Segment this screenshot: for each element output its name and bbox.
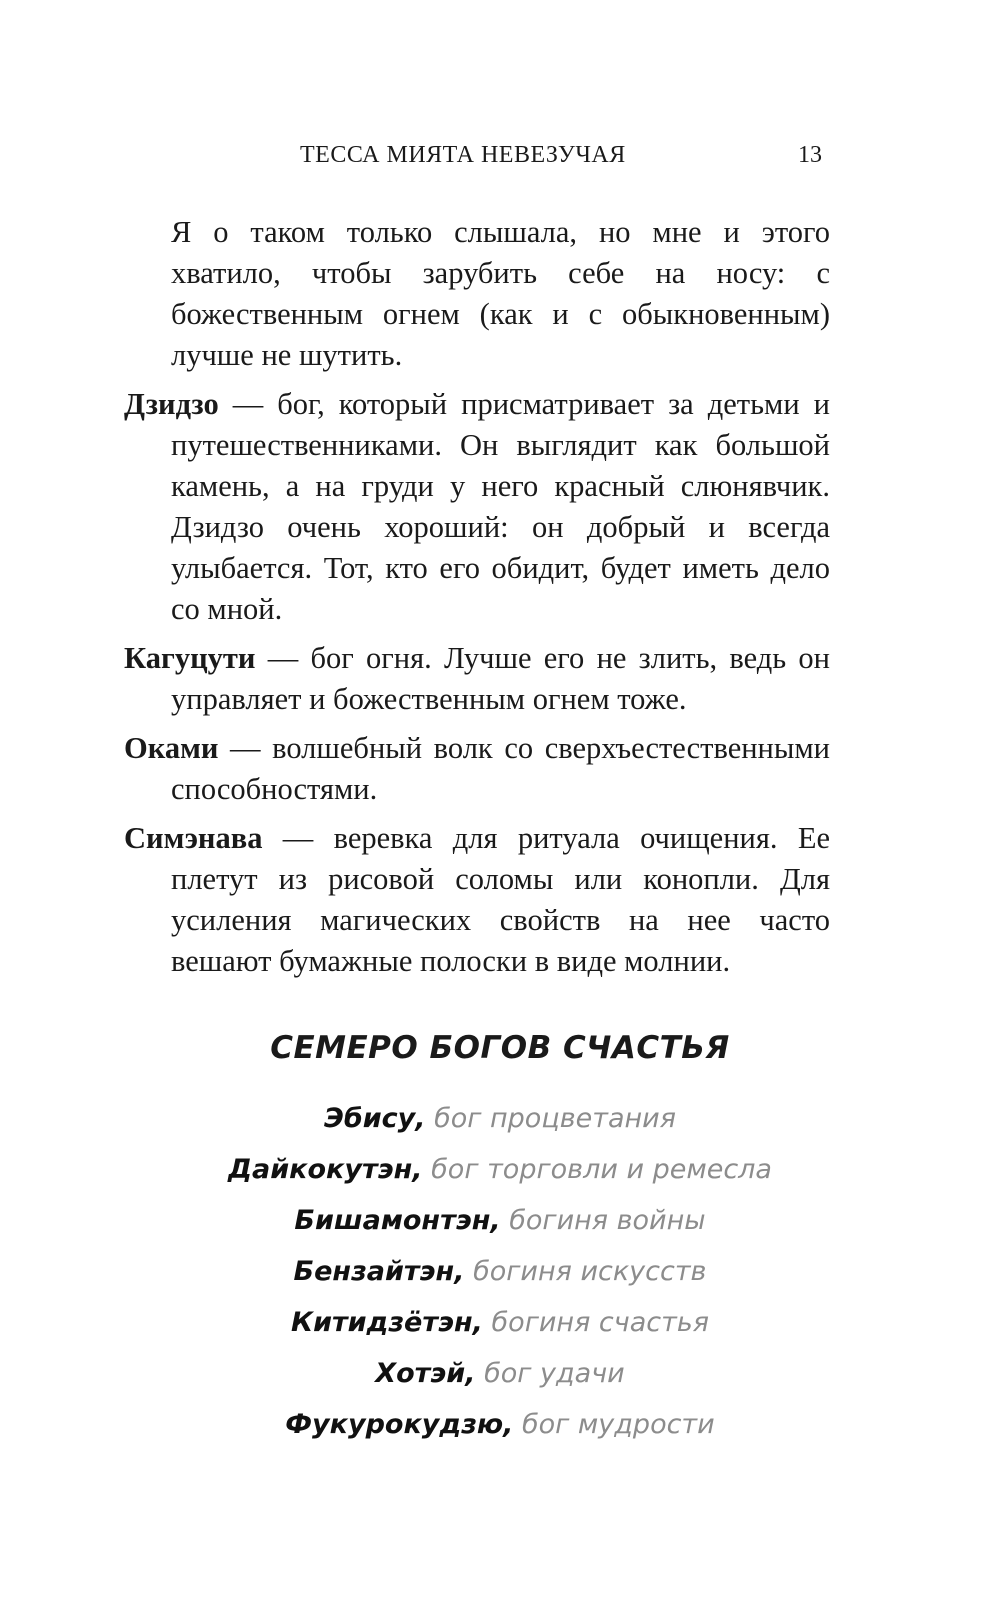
god-description: бог мудрости: [513, 1409, 715, 1440]
god-item: [0, 1093, 1000, 1144]
god-name: Фукурокудзю,: [285, 1409, 514, 1440]
god-description: богиня войны: [500, 1205, 706, 1236]
god-name: Хотэй,: [375, 1358, 476, 1389]
god-name: Бензайтэн,: [293, 1256, 465, 1287]
god-item: [0, 1144, 1000, 1195]
glossary-term: Кагуцути: [124, 641, 256, 675]
page-number: 13: [798, 142, 822, 168]
glossary-definition: — волшебный волк со сверхъестественными способностями.: [171, 731, 830, 806]
glossary-entry: [124, 728, 830, 810]
god-item: [0, 1246, 1000, 1297]
god-name: Дайкокутэн,: [228, 1154, 423, 1185]
god-name: Бишамонтэн,: [294, 1205, 501, 1236]
god-name: Эбису,: [324, 1103, 426, 1134]
god-item: [0, 1297, 1000, 1348]
god-description: бог удачи: [475, 1358, 625, 1389]
glossary-entry: [124, 384, 830, 630]
god-description: бог торговли и ремесла: [422, 1154, 772, 1185]
god-item: [0, 1195, 1000, 1246]
glossary-body: [124, 212, 830, 990]
god-description: богиня искусств: [464, 1256, 707, 1287]
glossary-entry: [124, 638, 830, 720]
glossary-definition: — веревка для ритуала очищения. Ее плетут из рисовой соломы или конопли. Для усиления магических свойств на нее часто вешают бумажные полоски в виде молнии.: [171, 821, 830, 978]
continuation-paragraph: Я о таком только слышала, но мне и этого хватило, чтобы зарубить себе на носу: с божественным огнем (как и с обыкновенным) лучше не шутить.: [171, 215, 830, 372]
glossary-term: Дзидзо: [124, 387, 219, 421]
glossary-term: Оками: [124, 731, 219, 765]
glossary-entry: [124, 818, 830, 982]
god-description: бог процветания: [425, 1103, 676, 1134]
section-heading: СЕМЕРО БОГОВ СЧАСТЬЯ: [270, 1030, 730, 1066]
glossary-term: Симэнава: [124, 821, 263, 855]
god-item: [0, 1348, 1000, 1399]
glossary-definition: — бог, который присматривает за детьми и путешественниками. Он выглядит как большой камень, а на груди у него красный слюнявчик. Дзидзо очень хороший: он добрый и всегда улыбается. Тот, кто его обидит, будет иметь дело со мной.: [171, 387, 830, 626]
glossary-definition: — бог огня. Лучше его не злить, ведь он управляет и божественным огнем тоже.: [171, 641, 830, 716]
god-item: [0, 1399, 1000, 1450]
running-head: ТЕССА МИЯТА НЕВЕЗУЧАЯ: [300, 142, 626, 168]
god-description: богиня счастья: [482, 1307, 709, 1338]
gods-list: [0, 1093, 1000, 1450]
god-name: Китидзётэн,: [291, 1307, 483, 1338]
